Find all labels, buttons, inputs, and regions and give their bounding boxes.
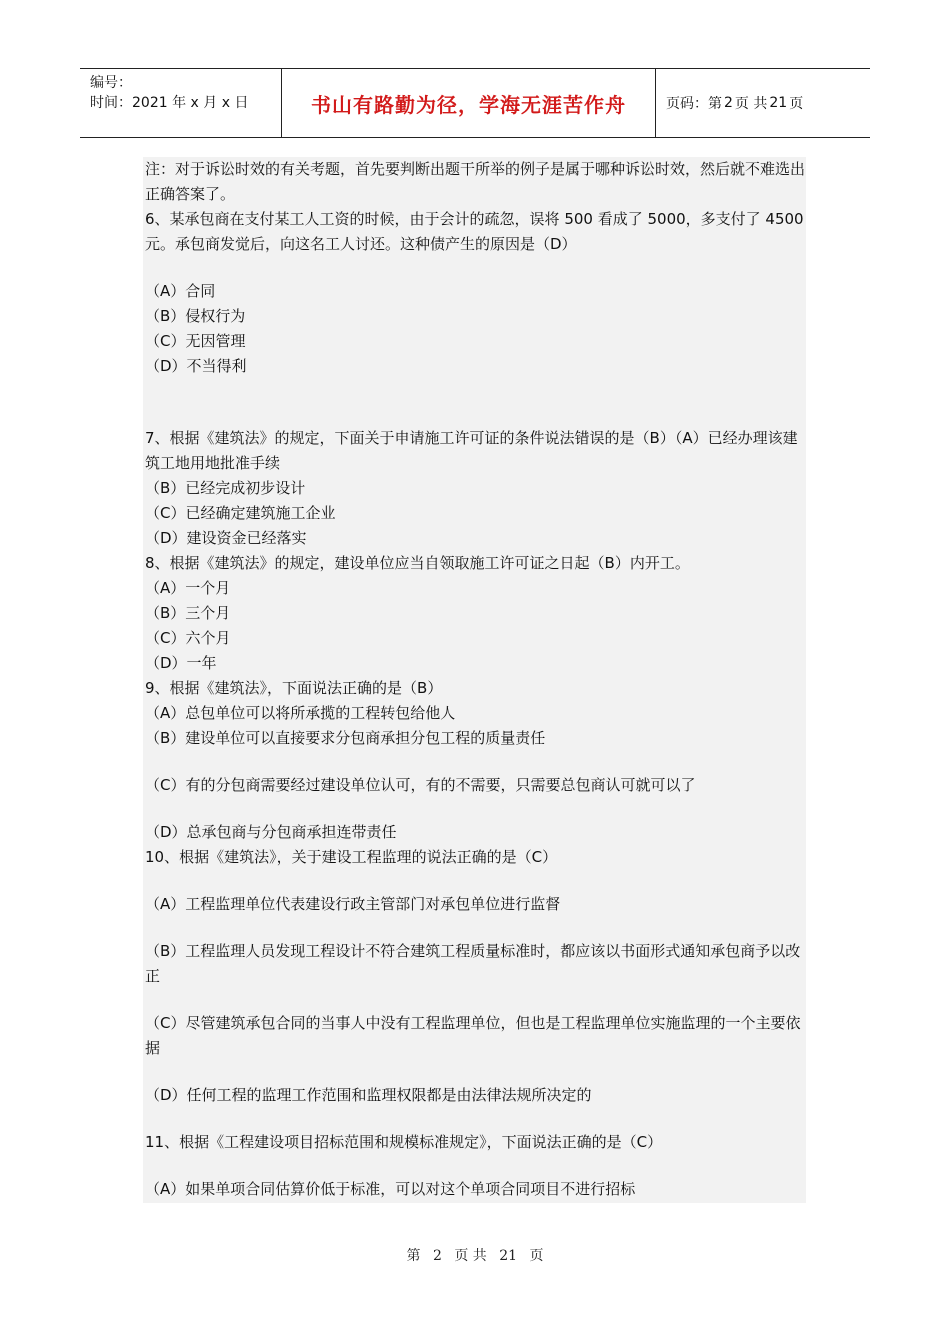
question-7-stem: 7、根据《建筑法》的规定，下面关于申请施工许可证的条件说法错误的是（B）（A）已经办理该建筑工地用地批准手续	[145, 429, 798, 472]
question-11-option-a: （A）如果单项合同估算价低于标准，可以对这个单项合同项目不进行招标	[145, 1180, 636, 1198]
header-page-indicator	[656, 69, 870, 137]
question-8-option-c: （C）六个月	[145, 629, 231, 647]
question-9-option-d: （D）总承包商与分包商承担连带责任	[145, 823, 397, 841]
question-10-option-a: （A）工程监理单位代表建设行政主管部门对承包单位进行监督	[145, 895, 561, 913]
question-10-option-b: （B）工程监理人员发现工程设计不符合建筑工程质量标准时，都应该以书面形式通知承包商予以改正	[145, 942, 801, 985]
header-info	[80, 69, 282, 137]
footer-prefix: 第	[406, 1248, 421, 1264]
page-current: 2	[724, 95, 733, 111]
question-6-option-c: （C）无因管理	[145, 332, 246, 350]
footer-total: 21	[499, 1248, 518, 1264]
question-8-option-a: （A）一个月	[145, 579, 231, 597]
page-header	[80, 68, 870, 138]
question-11-stem: 11、根据《工程建设项目招标范围和规模标准规定》，下面说法正确的是（C）	[145, 1133, 663, 1151]
question-6-option-d: （D）不当得利	[145, 357, 247, 375]
question-6-option-b: （B）侵权行为	[145, 307, 246, 325]
question-7-option-b: （B）已经完成初步设计	[145, 479, 306, 497]
page-suffix: 页	[789, 96, 804, 112]
page-total: 21	[769, 95, 788, 111]
footer-suffix: 页	[529, 1248, 544, 1264]
footer-mid: 页 共	[454, 1248, 487, 1264]
question-10-option-c: （C）尽管建筑承包合同的当事人中没有工程监理单位，但也是工程监理单位实施监理的一个主要依据	[145, 1014, 801, 1057]
question-10-stem: 10、根据《建筑法》，关于建设工程监理的说法正确的是（C）	[145, 848, 558, 866]
page-footer	[0, 1245, 950, 1265]
page-prefix: 页码：第	[666, 96, 722, 112]
question-7-option-d: （D）建设资金已经落实	[145, 529, 307, 547]
page-mid: 页 共	[734, 96, 768, 112]
question-10-option-d: （D）任何工程的监理工作范围和监理权限都是由法律法规所决定的	[145, 1086, 592, 1104]
question-7-option-c: （C）已经确定建筑施工企业	[145, 504, 336, 522]
question-8-stem: 8、根据《建筑法》的规定，建设单位应当自领取施工许可证之日起（B）内开工。	[145, 554, 690, 572]
question-9-option-c: （C）有的分包商需要经过建设单位认可，有的不需要，只需要总包商认可就可以了	[145, 776, 696, 794]
question-6-stem: 6、某承包商在支付某工人工资的时候，由于会计的疏忽，误将 500 看成了 5000，多支付了 4500 元。承包商发觉后，向这名工人讨还。这种债产生的原因是（D）	[145, 210, 804, 253]
question-6-option-a: （A）合同	[145, 282, 216, 300]
header-motto: 书山有路勤为径，学海无涯苦作舟	[282, 69, 656, 137]
footer-current: 2	[432, 1248, 442, 1264]
question-9-stem: 9、根据《建筑法》，下面说法正确的是（B）	[145, 679, 443, 697]
question-8-option-d: （D）一年	[145, 654, 217, 672]
question-9-option-a: （A）总包单位可以将所承揽的工程转包给他人	[145, 704, 456, 722]
document-body	[143, 157, 806, 1203]
note-paragraph: 注：对于诉讼时效的有关考题，首先要判断出题干所举的例子是属于哪种诉讼时效，然后就不难选出正确答案了。	[145, 160, 806, 203]
document-number-label: 编号：	[90, 75, 132, 91]
question-8-option-b: （B）三个月	[145, 604, 231, 622]
document-date: 时间：2021 年 x 月 x 日	[90, 95, 249, 111]
question-9-option-b: （B）建设单位可以直接要求分包商承担分包工程的质量责任	[145, 729, 546, 747]
